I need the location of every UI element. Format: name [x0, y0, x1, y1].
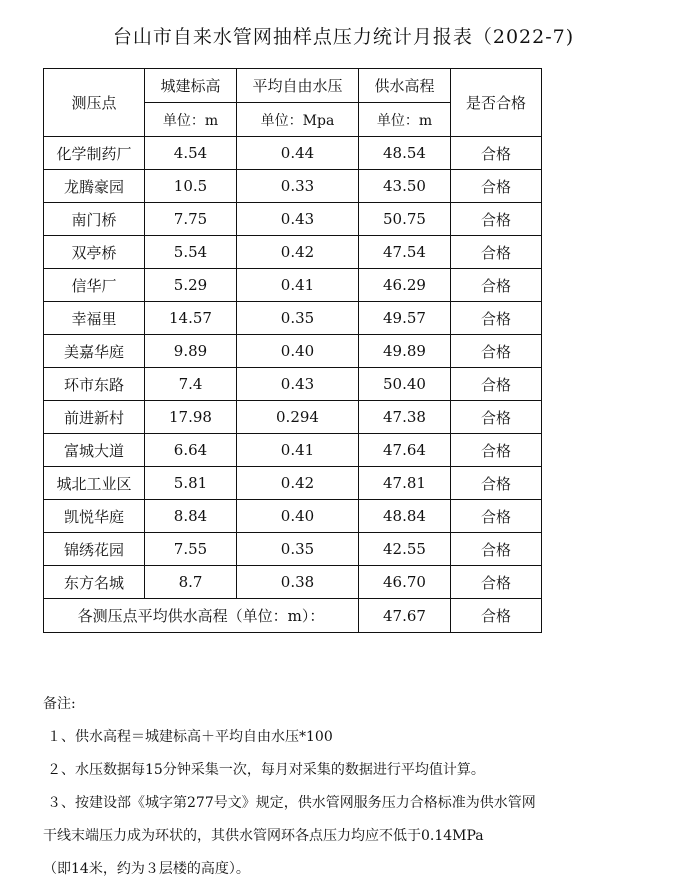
unit-supply-height: 单位：m — [359, 103, 451, 137]
supply-height-value: 49.89 — [359, 335, 451, 368]
note-line-1: １、供水高程＝城建标高＋平均自由水压*100 — [47, 729, 333, 745]
pressure-value: 0.43 — [237, 203, 359, 236]
elevation-value: 7.4 — [145, 368, 237, 401]
elevation-value: 17.98 — [145, 401, 237, 434]
pressure-value: 0.40 — [237, 500, 359, 533]
summary-status: 合格 — [451, 599, 542, 633]
station-name: 南门桥 — [44, 203, 145, 236]
supply-height-value: 43.50 — [359, 170, 451, 203]
station-name: 凯悦华庭 — [44, 500, 145, 533]
supply-height-value: 42.55 — [359, 533, 451, 566]
pressure-value: 0.41 — [237, 434, 359, 467]
pressure-value: 0.35 — [237, 533, 359, 566]
elevation-value: 8.84 — [145, 500, 237, 533]
supply-height-value: 50.75 — [359, 203, 451, 236]
elevation-value: 14.57 — [145, 302, 237, 335]
notes-heading: 备注: — [43, 696, 76, 712]
pressure-value: 0.42 — [237, 467, 359, 500]
elevation-value: 7.55 — [145, 533, 237, 566]
supply-height-value: 48.84 — [359, 500, 451, 533]
summary-row — [44, 599, 542, 633]
unit-pressure: 单位：Mpa — [237, 103, 359, 137]
station-name: 美嘉华庭 — [44, 335, 145, 368]
qualified-status: 合格 — [451, 368, 542, 401]
supply-height-value: 50.40 — [359, 368, 451, 401]
header-elevation: 城建标高 — [145, 69, 237, 103]
supply-height-value: 48.54 — [359, 137, 451, 170]
header-row — [44, 69, 542, 103]
pressure-value: 0.42 — [237, 236, 359, 269]
supply-height-value: 47.38 — [359, 401, 451, 434]
qualified-status: 合格 — [451, 533, 542, 566]
qualified-status: 合格 — [451, 236, 542, 269]
supply-height-value: 47.64 — [359, 434, 451, 467]
elevation-value: 10.5 — [145, 170, 237, 203]
qualified-status: 合格 — [451, 467, 542, 500]
station-name: 信华厂 — [44, 269, 145, 302]
summary-value: 47.67 — [359, 599, 451, 633]
pressure-value: 0.33 — [237, 170, 359, 203]
table-row — [44, 137, 542, 170]
station-name: 幸福里 — [44, 302, 145, 335]
elevation-value: 4.54 — [145, 137, 237, 170]
pressure-value: 0.41 — [237, 269, 359, 302]
table-row — [44, 500, 542, 533]
note-line-3: ３、按建设部《城字第277号文》规定，供水管网服务压力合格标准为供水管网 — [47, 795, 536, 811]
qualified-status: 合格 — [451, 566, 542, 599]
header-pressure: 平均自由水压 — [237, 69, 359, 103]
pressure-value: 0.294 — [237, 401, 359, 434]
supply-height-value: 46.29 — [359, 269, 451, 302]
station-name: 城北工业区 — [44, 467, 145, 500]
elevation-value: 5.29 — [145, 269, 237, 302]
elevation-value: 5.81 — [145, 467, 237, 500]
qualified-status: 合格 — [451, 269, 542, 302]
table-row — [44, 335, 542, 368]
pressure-value: 0.38 — [237, 566, 359, 599]
station-name: 东方名城 — [44, 566, 145, 599]
qualified-status: 合格 — [451, 401, 542, 434]
table-row — [44, 203, 542, 236]
station-name: 龙腾豪园 — [44, 170, 145, 203]
pressure-value: 0.44 — [237, 137, 359, 170]
table-row — [44, 269, 542, 302]
elevation-value: 8.7 — [145, 566, 237, 599]
table-row — [44, 533, 542, 566]
header-supply-height: 供水高程 — [359, 69, 451, 103]
elevation-value: 6.64 — [145, 434, 237, 467]
table-row — [44, 401, 542, 434]
table-row — [44, 467, 542, 500]
supply-height-value: 46.70 — [359, 566, 451, 599]
elevation-value: 9.89 — [145, 335, 237, 368]
qualified-status: 合格 — [451, 203, 542, 236]
pressure-value: 0.40 — [237, 335, 359, 368]
table-row — [44, 368, 542, 401]
header-qualified: 是否合格 — [451, 69, 542, 137]
station-name: 双亭桥 — [44, 236, 145, 269]
supply-height-value: 49.57 — [359, 302, 451, 335]
pressure-value: 0.43 — [237, 368, 359, 401]
pressure-value: 0.35 — [237, 302, 359, 335]
elevation-value: 5.54 — [145, 236, 237, 269]
notes-section — [43, 688, 663, 886]
station-name: 富城大道 — [44, 434, 145, 467]
note-line-3-continued: 干线末端压力成为环状的，其供水管网环各点压力均应不低于0.14MPa — [43, 828, 484, 844]
station-name: 锦绣花园 — [44, 533, 145, 566]
supply-height-value: 47.54 — [359, 236, 451, 269]
pressure-table — [43, 68, 542, 633]
table-row — [44, 434, 542, 467]
note-line-3-end: （即14米，约为３层楼的高度）。 — [43, 861, 250, 877]
qualified-status: 合格 — [451, 500, 542, 533]
report-title: 台山市自来水管网抽样点压力统计月报表（2022-7) — [112, 26, 575, 48]
station-name: 环市东路 — [44, 368, 145, 401]
summary-label: 各测压点平均供水高程（单位：m）： — [44, 599, 359, 633]
table-row — [44, 302, 542, 335]
table-row — [44, 236, 542, 269]
qualified-status: 合格 — [451, 335, 542, 368]
qualified-status: 合格 — [451, 170, 542, 203]
station-name: 化学制药厂 — [44, 137, 145, 170]
elevation-value: 7.75 — [145, 203, 237, 236]
station-name: 前进新村 — [44, 401, 145, 434]
qualified-status: 合格 — [451, 302, 542, 335]
header-station: 测压点 — [44, 69, 145, 137]
qualified-status: 合格 — [451, 137, 542, 170]
table-row — [44, 170, 542, 203]
note-line-2: ２、水压数据每15分钟采集一次，每月对采集的数据进行平均值计算。 — [47, 762, 485, 778]
qualified-status: 合格 — [451, 434, 542, 467]
unit-elevation: 单位：m — [145, 103, 237, 137]
table-row — [44, 566, 542, 599]
supply-height-value: 47.81 — [359, 467, 451, 500]
